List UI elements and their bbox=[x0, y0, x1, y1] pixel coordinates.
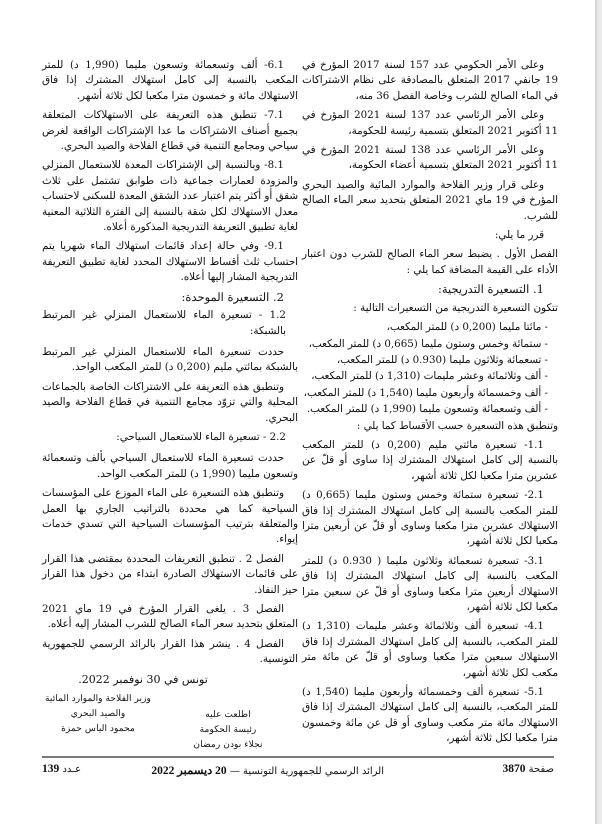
section-paragraph: وتنطبق هذه التسعيرة على الماء الموزع على المؤسسات السياحية كما هي محددة بالتراتيب الجاري بها العمل والمتعلقة بترتيب المؤسسات السياحية التي تسدي خدمات إيواء. bbox=[42, 487, 298, 546]
bracket-paragraph: 4.1- تسعيرة ألف وثلاثمائة وعشر مليمات (1,310 د) للمتر المكعب، بالنسبة إلى كامل استهلاك المشترك إذا فاق الاستهلاك سبعين مترا مكعبا وساوى أو قلّ عن مائة متر مكعب لكل ثلاثة أشهر، bbox=[302, 620, 558, 679]
bracket-paragraph: 8.1- وبالنسبة إلى الإشتراكات المعدة للاستعمال المنزلي والمزودة لعمارات جماعية ذات طوابق تشتمل على ثلاث شقق أو أكثر يتم اعتبار عدد الشقق المعدة للسكنى لاحتساب معدل الاستهلاك لكل شقة بالنسبة إلى الفترة الثلاثية المعنية لغاية تطبيق التعريفة التدريجية المذكورة أعلاه. bbox=[42, 159, 298, 234]
tariff-item: - ألف وثلاثمائة وعشر مليمات (1,310 د) للمتر المكعب، bbox=[311, 370, 548, 383]
minister-title-line2: والصيد البحري bbox=[70, 708, 126, 720]
bracket-paragraph: 2.1- تسعيرة ستمائة وخمس وستون مليما (0,665 د) للمتر المكعب بالنسبة إلى كامل استهلاك المشترك إذا فاق الاستهلاك عشرين مترا مكعبا وساوى أو قلّ عن أربعين مترا مكعبا لكل ثلاثة أشهر، bbox=[302, 489, 558, 548]
section-paragraph: وتنطبق هذه التعريفة على الاشتراكات الخاصة بالجماعات المحلية والتي تزوّد مجامع التنمية في قطاع الفلاحة والصيد البحري. bbox=[42, 380, 298, 424]
article-1: الفصل الأول . يضبط سعر الماء الصالح للشرب دون اعتبار الأداء على القيمة المضافة كما يلي : bbox=[302, 248, 558, 276]
page-number: 3870 bbox=[502, 763, 526, 775]
preamble-paragraph: وعلى الأمر الحكومي عدد 157 لسنة 2017 المؤرخ في 19 جانفي 2017 المتعلق بالمصادقة على نظام الاشتراكات في الماء الصالح للشرب وخاصة الفصل 36 منه، bbox=[302, 59, 558, 102]
heading-unified-tariff: 2. التسعيرة الموحدة: bbox=[181, 289, 284, 304]
tariff-item: - ألف وخمسمائة وأربعون مليما (1,540 د) للمتر المكعب، bbox=[303, 386, 548, 399]
bracket-paragraph: 6.1- ألف وتسعمائة وتسعون مليما (1,990 د) للمتر المكعب بالنسبة إلى كامل استهلاك المشترك إذا فاق الاستهلاك مائة و خمسون مترا مكعبا لكل ثلاثة أشهر. bbox=[42, 59, 298, 102]
bracket-paragraph: 1.1- تسعيرة مائتي مليم (0,200 د) للمتر المكعب بالنسبة إلى كامل استهلاك المشترك إذا ساوى أو قلّ عن عشرين مترا مكعبا لكل ثلاثة أشهر، bbox=[302, 438, 558, 482]
minister-name: محمود الياس حمزة bbox=[61, 723, 135, 735]
pm-title: رئيسة الحكومة bbox=[199, 724, 257, 736]
minister-title-line1: وزير الفلاحة والموارد المائية bbox=[45, 693, 151, 705]
pm-name: نجلاء بودن رمضان bbox=[193, 739, 263, 751]
preamble-paragraph: وعلى قرار وزير الفلاحة والموارد المائية والصيد البحري المؤرخ في 19 ماي 2021 المتعلق بتحديد سعر الماء الصالح للشرب. bbox=[302, 178, 558, 222]
issue-date: 20 ديسمبر 2022 bbox=[151, 765, 227, 777]
preamble-paragraph: وعلى الأمر الرئاسي عدد 138 لسنة 2021 المؤرخ في 11 أكتوبر 2021 المتعلق بتسمية أعضاء الحكومة، bbox=[302, 144, 558, 172]
article-4: الفصل 4 . ينشر هذا القرار بالرائد الرسمي للجمهورية التونسية. bbox=[42, 637, 298, 666]
journal-name: الرائد الرسمي للجمهورية التونسية — bbox=[229, 766, 384, 777]
tariff-item: - مائتا مليما (0,200 د) للمتر المكعب، bbox=[386, 321, 548, 334]
signing-date: تونس في 30 نوفمبر 2022. bbox=[78, 672, 208, 686]
preamble-paragraph: وعلى الأمر الرئاسي عدد 137 لسنة 2021 المؤرخ في 11 أكتوبر 2021 المتعلق بتسمية رئيسة للحكومة، bbox=[302, 109, 558, 137]
issue-label: عـدد bbox=[62, 764, 82, 775]
bracket-paragraph: 5.1- تسعيرة ألف وخمسمائة وأربعون مليما (1,540 د) للمتر المكعب، بالنسبة إلى كامل استهلاك المشترك إذا فاق الاستهلاك مائة متر مكعب وساوى أو قل عن مائة وخمسون مترا مكعبا لكل ثلاثة أشهر، bbox=[302, 686, 558, 745]
bracket-paragraph: 3.1- تسعيرة تسعمائة وثلاثون مليما ( 0.930 د) للمتر المكعب بالنسبة إلى كامل استهلاك المشترك إذا فاق الاستهلاك أربعين مترا مكعبا وساوى أو قلّ عن سبعين مترا مكعبا لكل ثلاثة أشهر، bbox=[302, 554, 558, 613]
left-column bbox=[42, 58, 298, 786]
pm-signature bbox=[178, 707, 278, 752]
footer-divider bbox=[42, 756, 554, 758]
issue-number: 139 bbox=[42, 763, 60, 775]
issue-number-block bbox=[42, 763, 81, 775]
viewer-edge-shadow bbox=[595, 0, 602, 824]
subheading-domestic-unconnected: 1.2 - تسعيرة الماء للاستعمال المنزلي غير المرتبط بالشبكة: bbox=[42, 309, 286, 337]
minister-signature bbox=[38, 691, 158, 736]
subheading-tourist-use: 2.2 - تسعيرة الماء للاستعمال السياحي: bbox=[116, 430, 286, 443]
page-number-block bbox=[502, 763, 554, 775]
bracket-paragraph: 9.1- وفي حالة إعداد قائمات استهلاك الماء شهريا يتم احتساب ثلث أقساط الاستهلاك المحدد لغاية تطبيق التعريفة التدريجية المشار إليها أعلاه. bbox=[42, 240, 298, 284]
bracket-paragraph: 7.1- تنطبق هذه التعريفة على الاستهلاكات المتعلقة بجميع أصناف الاشتراكات ما عدا الإشتراكات الواقعة لغرض سياحي ومجامع التنمية في قطاع الفلاحة والصيد البحري. bbox=[42, 109, 298, 153]
right-column bbox=[302, 58, 558, 751]
heading-graduated-tariff: 1. التسعيرة التدريجية: bbox=[437, 282, 544, 297]
apply-intro: وتنطبق هذه التسعيرة حسب الأقساط كما يلي : bbox=[356, 419, 558, 432]
page-label: صفحة bbox=[528, 764, 554, 775]
decree-line: قرر ما يلي: bbox=[494, 229, 544, 242]
tariff-item: - ستمائة وخمس وستون مليما (0,665 د) للمتر المكعب، bbox=[308, 337, 548, 350]
section-paragraph: حددت تسعيرة الماء للاستعمال السياحي بألف وتسعمائة وتسعون مليما (1,990 د) للمتر المكعب الواحد. bbox=[42, 452, 298, 480]
article-2: الفصل 2 . تنطبق التعريفات المحددة بمقتضى هذا القرار على قائمات الاستهلاك الصادرة ابتداء من دخول هذا القرار حيز النفاذ. bbox=[42, 552, 298, 596]
tariff-item: - ألف وتسعمائة وتسعون مليما (1,990 د) للمتر المكعب. bbox=[306, 403, 548, 416]
journal-date-block bbox=[151, 763, 384, 777]
tariff-intro: تتكون التسعيرة التدريجية من التسعيرات التالية : bbox=[353, 301, 558, 314]
section-paragraph: حددت تسعيرة الماء للاستعمال المنزلي غير المرتبط بالشبكة بمائتي مليم (0,200 د) للمتر المكعب الواحد. bbox=[42, 345, 298, 374]
page-footer bbox=[42, 763, 554, 781]
tariff-item: - تسعمائة وثلاثون مليما (0.930 د) للمتر المكعب، bbox=[336, 353, 548, 366]
pm-seen-label: اطلعت عليه bbox=[205, 709, 251, 721]
article-3: الفصل 3 . يلغى القرار المؤرخ في 19 ماي 2021 المتعلق بتحديد سعر الماء الصالح للشرب المشار إليه أعلاه. bbox=[42, 603, 298, 631]
